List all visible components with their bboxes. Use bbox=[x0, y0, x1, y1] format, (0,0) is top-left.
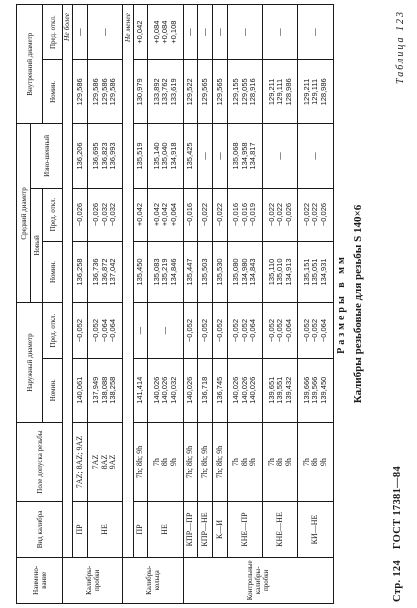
row-cell: −0,052 −0,052 −0,064 bbox=[263, 303, 298, 358]
table-row bbox=[198, 5, 213, 604]
row-cell: 136,258 bbox=[73, 241, 88, 303]
row-cell: 7h; 8h; 9h bbox=[183, 422, 198, 502]
row-cell: −0,022 −0,022 −0,026 bbox=[263, 188, 298, 241]
header-inner-pred: Пред. откл. bbox=[43, 5, 63, 60]
header-inner-nomin: Номин. bbox=[43, 60, 63, 124]
row-cell: 135,447 bbox=[183, 241, 198, 303]
row-cell: НЕ bbox=[88, 502, 123, 557]
row-cell: −0,052 −0,052 −0,064 bbox=[298, 303, 334, 358]
row-cell: 7h; 8h; 9h bbox=[133, 422, 148, 502]
row-cell: 136,695 136,823 136,993 bbox=[88, 124, 123, 188]
row-cell: КИ—НЕ bbox=[298, 502, 334, 557]
header-worn: Изно-шенный bbox=[31, 124, 63, 188]
group-probki: Калибры-пробки bbox=[63, 557, 123, 603]
header-outer-nomin: Номин. bbox=[43, 358, 63, 422]
row-cell: К—И bbox=[213, 502, 228, 557]
row-cell: 135,530 bbox=[213, 241, 228, 303]
row-cell: 135,425 bbox=[183, 124, 198, 188]
row-cell: 139,666 139,566 139,450 bbox=[298, 358, 334, 422]
row-cell: 140,026 140,026 140,026 bbox=[227, 358, 262, 422]
running-head bbox=[392, 466, 403, 602]
row-cell: 7h; 8h; 9h bbox=[198, 422, 213, 502]
row-cell: ПР bbox=[133, 502, 148, 557]
row-cell: −0,022 −0,022 −0,026 bbox=[298, 188, 334, 241]
row-cell: ПР bbox=[73, 502, 88, 557]
row-cell: 133,892 133,762 133,619 bbox=[148, 60, 183, 124]
row-cell: 136,745 bbox=[213, 358, 228, 422]
row-cell: — bbox=[227, 5, 262, 60]
group-control: Контрольные калибры-пробки bbox=[183, 557, 333, 603]
row-cell: — bbox=[263, 5, 298, 60]
row-cell: 137,949 138,088 138,258 bbox=[88, 358, 123, 422]
row-cell: 135,151 135,051 134,931 bbox=[298, 241, 334, 303]
row-cell: −0,052 bbox=[73, 303, 88, 358]
row-cell: 129,522 bbox=[183, 60, 198, 124]
row-cell: КНЕ—НЕ bbox=[263, 502, 298, 557]
header-naimenovanie: Наимено-вание bbox=[17, 557, 63, 603]
table-row bbox=[133, 5, 148, 604]
row-cell: 129,211 129,111 128,986 bbox=[298, 60, 334, 124]
row-cell: — bbox=[263, 124, 298, 188]
table-row bbox=[263, 5, 298, 604]
row-cell: 7h 8h 9h bbox=[298, 422, 334, 502]
row-cell: −0,016 −0,016 −0,019 bbox=[227, 188, 262, 241]
row-cell: 129,565 bbox=[213, 60, 228, 124]
row-cell: −0,052 bbox=[198, 303, 213, 358]
row-cell: 140,026 140,026 140,032 bbox=[148, 358, 183, 422]
row-cell: 135,140 135,040 134,918 bbox=[148, 124, 183, 188]
header-inner: Внутренний диаметр bbox=[17, 5, 43, 124]
row-cell: −0,022 bbox=[213, 188, 228, 241]
row-cell: 129,586 bbox=[73, 60, 88, 124]
table-row bbox=[227, 5, 262, 604]
row-cell: 129,565 bbox=[198, 60, 213, 124]
header-outer-pred: Пред. откл. bbox=[43, 303, 63, 358]
row-cell: КНЕ—ПР bbox=[227, 502, 262, 557]
row-cell: 7AZ; 8AZ; 9AZ bbox=[73, 422, 88, 502]
row-cell: 135,080 134,980 134,843 bbox=[227, 241, 262, 303]
row-cell: 129,211 129,111 128,986 bbox=[263, 60, 298, 124]
row-cell: −0,016 bbox=[183, 188, 198, 241]
table-row bbox=[73, 5, 88, 604]
row-cell: +0,084 +0,084 +0,108 bbox=[148, 5, 183, 60]
row-cell: 135,068 134,958 134,817 bbox=[227, 124, 262, 188]
row-cell: 140,061 bbox=[73, 358, 88, 422]
row-cell: 136,206 bbox=[73, 124, 88, 188]
standard-number: ГОСТ 17381—84 bbox=[392, 465, 403, 550]
header-middle-nomin: Номин. bbox=[43, 241, 63, 303]
row-cell: −0,026 bbox=[73, 188, 88, 241]
row-cell: — bbox=[73, 5, 88, 60]
row-cell: — bbox=[213, 124, 228, 188]
row-cell: −0,052 −0,064 −0,064 bbox=[88, 303, 123, 358]
row-cell: 141,414 bbox=[133, 358, 148, 422]
header-middle-pred: Пред. откл. bbox=[43, 188, 63, 241]
row-cell: 129,155 129,055 128,916 bbox=[227, 60, 262, 124]
row-cell: −0,052 bbox=[213, 303, 228, 358]
row-cell: 135,503 bbox=[198, 241, 213, 303]
row-cell: +0,042 bbox=[133, 188, 148, 241]
table-row bbox=[148, 5, 183, 604]
table-title: Калибры резьбовые для резьбы S 140×6 bbox=[352, 204, 364, 404]
gauge-table bbox=[16, 4, 334, 604]
row-cell: 7h 8h 9h bbox=[263, 422, 298, 502]
header-outer: Наружный диаметр bbox=[17, 303, 43, 422]
table-row bbox=[183, 5, 198, 604]
page-number: 124 bbox=[392, 560, 403, 577]
row-cell: — bbox=[148, 303, 183, 358]
row-cell: 136,718 bbox=[198, 358, 213, 422]
row-cell: 140,026 bbox=[183, 358, 198, 422]
group-koltsa: Калибры-кольца bbox=[123, 557, 183, 603]
page-prefix: Стр. bbox=[392, 579, 403, 602]
row-cell: КПР—НЕ bbox=[198, 502, 213, 557]
row-cell: 135,083 135,219 134,846 bbox=[148, 241, 183, 303]
row-cell: −0,052 bbox=[183, 303, 198, 358]
table-subtitle: Размеры в мм bbox=[336, 254, 347, 354]
row-cell: −0,026 −0,032 −0,032 bbox=[88, 188, 123, 241]
row-cell: 135,110 135,010 134,913 bbox=[263, 241, 298, 303]
header-pole: Поле допуска резьбы bbox=[17, 422, 63, 502]
row-cell: НЕ bbox=[148, 502, 183, 557]
row-cell: — bbox=[213, 5, 228, 60]
row-cell: — bbox=[298, 5, 334, 60]
row-cell: — bbox=[298, 124, 334, 188]
header-vid: Вид калибра bbox=[17, 502, 63, 557]
row-cell: +0,042 +0,042 +0,064 bbox=[148, 188, 183, 241]
row-cell: 130,979 bbox=[133, 60, 148, 124]
table-row bbox=[88, 5, 123, 604]
row-cell: 129,586 129,586 129,586 bbox=[88, 60, 123, 124]
table-label: Таблица 123 bbox=[395, 10, 406, 84]
row-cell: −0,022 bbox=[198, 188, 213, 241]
row-cell: 136,736 136,872 137,042 bbox=[88, 241, 123, 303]
row-cell: 135,519 bbox=[133, 124, 148, 188]
note-not-less: Не менее bbox=[123, 5, 133, 558]
row-cell: 7h 8h 9h bbox=[227, 422, 262, 502]
row-cell: — bbox=[133, 303, 148, 358]
row-cell: — bbox=[183, 5, 198, 60]
row-cell: 7AZ 8AZ 9AZ bbox=[88, 422, 123, 502]
row-cell: — bbox=[198, 5, 213, 60]
row-cell: — bbox=[88, 5, 123, 60]
row-cell: КПР—ПР bbox=[183, 502, 198, 557]
table-row bbox=[298, 5, 334, 604]
header-new: Новый bbox=[31, 188, 43, 303]
table-row bbox=[213, 5, 228, 604]
row-cell: 135,450 bbox=[133, 241, 148, 303]
row-cell: 7h 8h 9h bbox=[148, 422, 183, 502]
row-cell: 139,651 139,551 139,432 bbox=[263, 358, 298, 422]
note-not-more: Не более bbox=[63, 5, 73, 558]
header-middle: Средний диаметр bbox=[17, 124, 31, 303]
row-cell: — bbox=[198, 124, 213, 188]
row-cell: −0,052 −0,052 −0,064 bbox=[227, 303, 262, 358]
row-cell: +0,042 bbox=[133, 5, 148, 60]
row-cell: 7h; 8h; 9h bbox=[213, 422, 228, 502]
